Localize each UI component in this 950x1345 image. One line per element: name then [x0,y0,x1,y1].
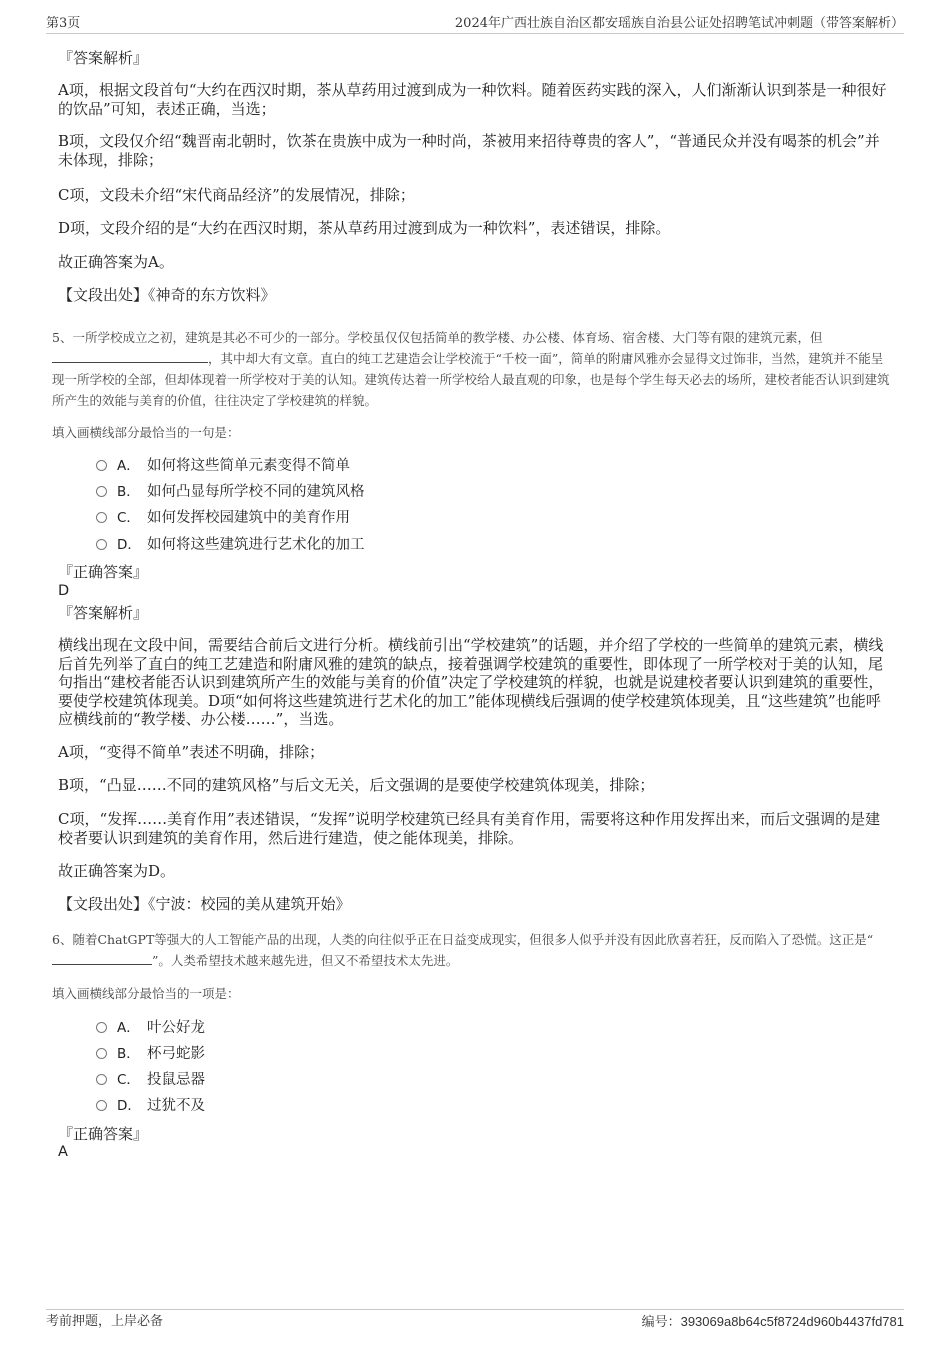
option-text: 如何发挥校园建筑中的美育作用 [147,510,350,526]
q4-source: 【文段出处】《神奇的东方饮料》 [58,286,276,304]
q5-correct-answer: D [58,583,70,599]
q5-stem-part1: 5、一所学校成立之初，建筑是其必不可少的一部分。学校虽仅仅包括简单的教学楼、办公楼、体育场、宿舍楼、大门等有限的建筑元素，但 [52,330,823,345]
option-text: 如何凸显每所学校不同的建筑风格 [147,484,365,500]
radio-icon[interactable] [96,1074,107,1085]
option-text: 杯弓蛇影 [147,1046,205,1062]
q6-option-d[interactable] [96,1096,205,1116]
option-text: 叶公好龙 [147,1020,205,1036]
footer-slogan: 考前押题，上岸必备 [46,1314,164,1329]
q5-analysis-main: 横线出现在文段中间，需要结合前后文进行分析。横线前引出“学校建筑”的话题，并介绍了学校的一些简单的建筑元素，横线后首先列举了直白的纯工艺建造和附庸风雅的建筑的缺点，接着强调学校建筑的重要性，即体现了一所学校对于美的认知，尾句指出“建校者能否认识到建筑所产生的效能与美育的价值”决定了学校建筑的样貌，也就是说建校者要认识到建筑的重要性，要使学校建筑体现美。D项“如何将这些建筑进行艺术化的加工”能体现横线后强调的使学校建筑体现美，且“这些建筑”也能呼应横线前的“教学楼、办公楼……”，当选。 [58,636,884,728]
q6-correct-answer: A [58,1144,68,1160]
q4-analysis-para-b: B项，文段仅介绍“魏晋南北朝时，饮茶在贵族中成为一种时尚，茶被用来招待尊贵的客人”，“普通民众并没有喝茶的机会”并未体现，排除； [58,132,880,169]
document-title: 2024年广西壮族自治区都安瑶族自治县公证处招聘笔试冲刺题（带答案解析） [454,16,904,31]
q5-stem-part2: ，其中却大有文章。直白的纯工艺建造会让学校流于“千校一面”，简单的附庸风雅亦会显得文过饰非，当然，建筑并不能呈现一所学校的全部，但却体现着一所学校对于美的认知。建筑传达着一所学校给人最直观的印象，也是每个学生每天必去的场所，建校者能否认识到建筑所产生的效能与美育的价值，往往决定了学校建筑的样貌。 [52,351,890,408]
q6-stem-part2: ”。人类希望技术越来越先进，但又不希望技术太先进。 [152,953,459,968]
q6-option-a[interactable] [96,1018,205,1038]
q4-analysis-para-d: D项，文段介绍的是“大约在西汉时期，茶从草药用过渡到成为一种饮料”，表述错误，排除。 [58,219,671,237]
q5-analysis-c: C项，“发挥……美育作用”表述错误，“发挥”说明学校建筑已经具有美育作用，需要将这种作用发挥出来，而后文强调的是建校者要认识到建筑的美育作用，然后进行建造，使之能体现美，排除。 [58,810,881,847]
page-number: 第3页 [46,16,81,31]
radio-icon[interactable] [96,1048,107,1059]
q4-analysis-label: 『答案解析』 [58,49,149,67]
header-rule [46,33,904,34]
option-letter: C． [117,510,140,526]
radio-icon[interactable] [96,1100,107,1111]
q5-option-c[interactable] [96,508,350,528]
option-text: 如何将这些建筑进行艺术化的加工 [147,537,365,553]
radio-icon[interactable] [96,512,107,523]
q5-stem [52,327,892,411]
q6-stem-part1: 6、随着ChatGPT等强大的人工智能产品的出现，人类的向往似乎正在日益变成现实，但很多人似乎并没有因此欣喜若狂，反而陷入了恐慌。这正是“ [52,932,874,947]
q5-correct-label: 『正确答案』 [58,563,149,581]
q5-option-d[interactable] [96,535,365,555]
q5-analysis-label: 『答案解析』 [58,604,149,622]
option-text: 如何将这些简单元素变得不简单 [147,458,350,474]
option-letter: B． [117,484,140,500]
q5-option-a[interactable] [96,456,350,476]
q5-source: 【文段出处】《宁波：校园的美从建筑开始》 [58,895,351,913]
footer-code-value: 393069a8b64c5f8724d960b4437fd781 [680,1314,904,1329]
option-letter: C． [117,1072,140,1088]
option-letter: A． [117,1020,140,1036]
q6-prompt: 填入画横线部分最恰当的一项是： [52,986,240,1001]
radio-icon[interactable] [96,460,107,471]
q5-option-b[interactable] [96,482,365,502]
q4-analysis-para-c: C项，文段未介绍“宋代商品经济”的发展情况，排除； [58,186,415,204]
q6-option-b[interactable] [96,1044,205,1064]
radio-icon[interactable] [96,1022,107,1033]
option-letter: D． [117,1098,141,1114]
footer-code-label: 编号： [641,1315,681,1330]
q6-stem [52,929,892,971]
q6-blank-line [52,964,152,965]
q4-conclusion: 故正确答案为A。 [58,253,174,271]
q5-conclusion: 故正确答案为D。 [58,862,176,880]
radio-icon[interactable] [96,539,107,550]
q6-correct-label: 『正确答案』 [58,1125,149,1143]
q5-analysis-b: B项，“凸显……不同的建筑风格”与后文无关，后文强调的是要使学校建筑体现美，排除； [58,776,655,794]
option-letter: B． [117,1046,140,1062]
q6-option-c[interactable] [96,1070,205,1090]
option-text: 投鼠忌器 [147,1072,205,1088]
q5-prompt: 填入画横线部分最恰当的一句是： [52,425,240,440]
q5-blank-line [52,362,208,363]
q4-analysis-para-a: A项，根据文段首句“大约在西汉时期，茶从草药用过渡到成为一种饮料。随着医药实践的深入，人们渐渐认识到茶是一种很好的饮品”可知，表述正确，当选； [58,81,887,118]
footer-rule [46,1309,904,1310]
footer-code [642,1314,904,1331]
option-letter: A． [117,458,140,474]
option-text: 过犹不及 [147,1098,205,1114]
radio-icon[interactable] [96,486,107,497]
option-letter: D． [117,537,141,553]
q5-analysis-a: A项，“变得不简单”表述不明确，排除； [58,743,325,761]
